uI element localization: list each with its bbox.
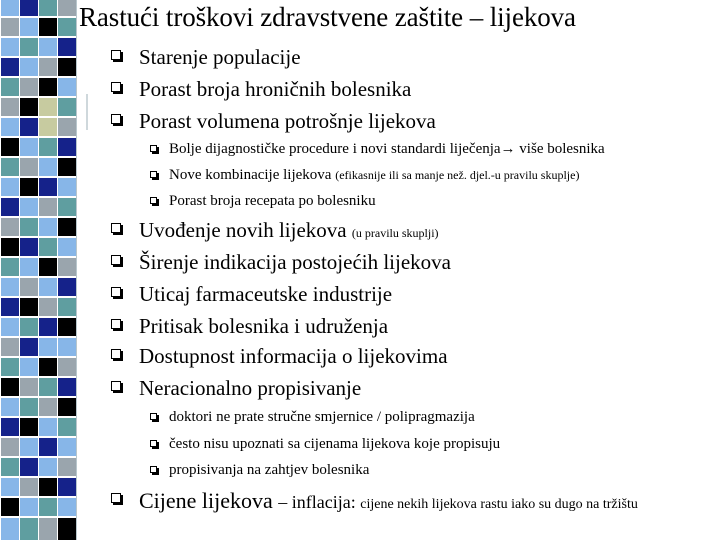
bullet-item: Porast broja hroničnih bolesnika xyxy=(119,79,391,100)
square-bullet-icon xyxy=(111,381,121,391)
square-bullet-icon xyxy=(150,145,157,152)
square-bullet-icon xyxy=(111,319,121,329)
square-bullet-icon xyxy=(150,171,157,178)
square-bullet-icon xyxy=(111,114,121,124)
bullet-item: Cijene lijekova – inflacija: cijene nekih lijekova rastu iako su dugo na tržištu xyxy=(119,490,618,512)
sub-bullet-item: propisivanja na zahtjev bolesnika xyxy=(150,463,350,478)
square-bullet-icon xyxy=(111,287,121,297)
stripe-divider xyxy=(76,0,77,540)
slide-title: Rastući troškovi zdravstvene zaštite – lijekova xyxy=(79,2,576,32)
square-bullet-icon xyxy=(111,493,121,503)
square-bullet-icon xyxy=(111,82,121,92)
bullet-item: Starenje populacije xyxy=(119,47,281,68)
bullet-item: Porast volumena potrošnje lijekova xyxy=(119,111,416,132)
sub-bullet-item: doktori ne prate stručne smjernice / polipragmazija xyxy=(150,410,456,425)
square-bullet-icon xyxy=(111,349,121,359)
sub-bullet-item: Bolje dijagnostičke procedure i novi standardi liječenja→ više bolesnika xyxy=(150,142,586,157)
bullet-item: Neracionalno propisivanje xyxy=(119,378,341,399)
bullet-item: Uvođenje novih lijekova (u pravilu skuplji) xyxy=(119,220,419,241)
sub-bullet-item: Porast broja recepata po bolesniku xyxy=(150,194,357,209)
bullet-item: Pritisak bolesnika i udruženja xyxy=(119,316,368,337)
square-bullet-icon xyxy=(150,413,157,420)
sub-bullet-item: često nisu upoznati sa cijenama lijekova koje propisuju xyxy=(150,437,481,452)
sub-bullet-item: Nove kombinacije lijekova (efikasnije ili sa manje než. djel.-u pravilu skuplje) xyxy=(150,168,560,183)
square-bullet-icon xyxy=(111,50,121,60)
decorative-tick xyxy=(86,94,88,130)
square-bullet-icon xyxy=(150,440,157,447)
bullet-item: Uticaj farmaceutske industrije xyxy=(119,284,372,305)
square-bullet-icon xyxy=(111,255,121,265)
square-bullet-icon xyxy=(150,466,157,473)
bullet-item: Dostupnost informacija o lijekovima xyxy=(119,346,428,367)
bullet-item: Širenje indikacija postojećih lijekova xyxy=(119,252,431,273)
square-bullet-icon xyxy=(150,197,157,204)
square-bullet-icon xyxy=(111,223,121,233)
decorative-stripe xyxy=(0,0,80,540)
